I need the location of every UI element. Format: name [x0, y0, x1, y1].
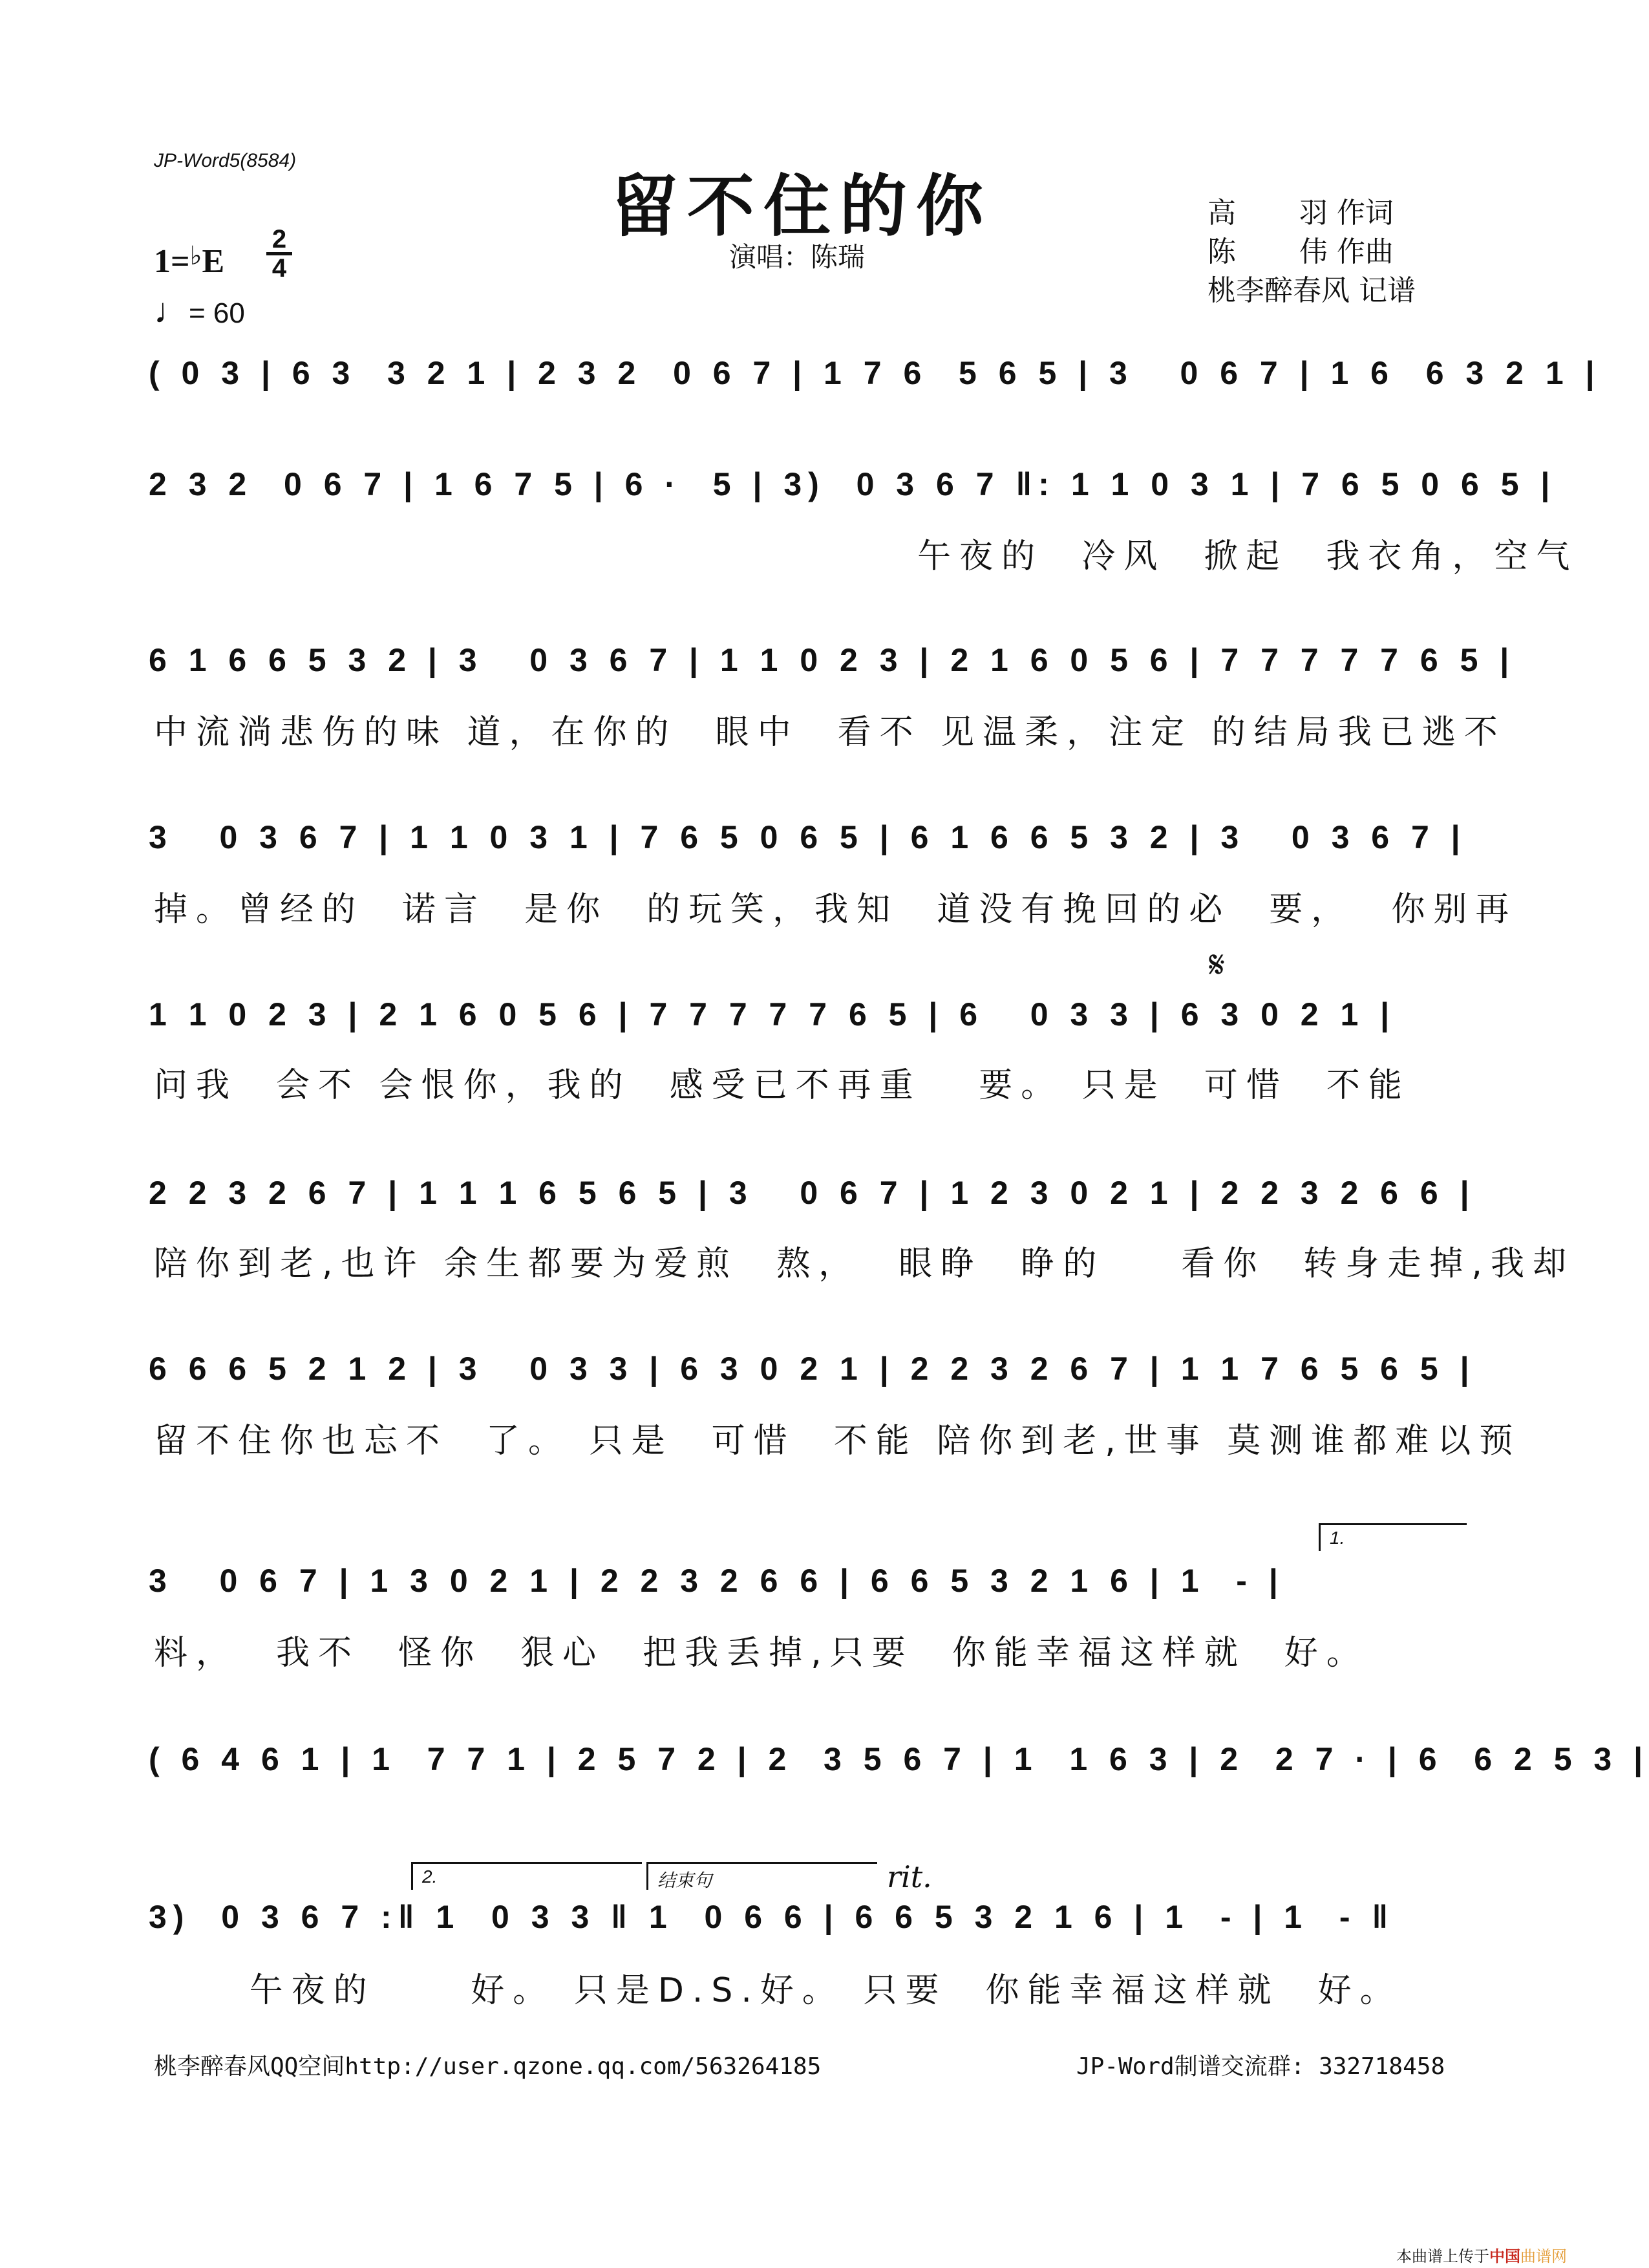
footer-group-number: JP-Word制谱交流群: 332718458 [1076, 2053, 1445, 2080]
song-title: 留不住的你 [610, 166, 992, 246]
key-note: E [202, 243, 225, 280]
ending-label: 结束句 [657, 1870, 712, 1890]
lyric-row-7: 留不住你也忘不 了。 只是 可惜 不能 陪你到老,世事 莫测谁都难以预 [154, 1422, 1522, 1460]
key-prefix: 1= [154, 243, 190, 280]
corner-text: 本曲谱上传于 [1396, 2247, 1489, 2265]
lyric-row-5: 问我 会不 会恨你，我的 感受已不再重 要。 只是 可惜 不能 [154, 1066, 1410, 1105]
flat-sign: ♭ [189, 241, 202, 270]
score-row-4: 3 0 3 6 7 | 1 1 0 3 1 | 7 6 5 0 6 5 | 6 1 6 6 5 3 2 | 3 0 3 6 7 | [149, 819, 1467, 855]
score-row-1: ( 0 3 | 6 3 3 2 1 | 2 3 2 0 6 7 | 1 7 6 5 6 5 | 3 0 6 7 | 1 6 6 3 2 1 | [149, 355, 1601, 391]
volta-2-label: 2. [422, 1867, 438, 1887]
lyric-row-8: 料， 我不 怪你 狠心 把我丢掉,只要 你能幸福这样就 好。 [154, 1634, 1368, 1673]
credits-block [1207, 194, 1416, 310]
score-row-9: ( 6 4 6 1 | 1 7 7 1 | 2 5 7 2 | 2 3 5 6 7 | 1 1 6 3 | 2 2 7 · | 6 6 2 5 3 | [149, 1741, 1649, 1777]
lyric-row-3: 中流淌悲伤的味 道，在你的 眼中 看不 见温柔，注定 的结局我已逃不 [154, 713, 1506, 752]
score-row-7: 6 6 6 5 2 1 2 | 3 0 3 3 | 6 3 0 2 1 | 2 2 3 2 6 7 | 1 1 7 6 5 6 5 | [149, 1351, 1476, 1387]
volta-bracket-1 [1319, 1523, 1467, 1551]
time-signature [266, 225, 292, 283]
score-row-10: 3) 0 3 6 7 :‖ 1 0 3 3 ‖ 1 0 6 6 | 6 6 5 3 2 1 6 | 1 - | 1 - ‖ [149, 1899, 1395, 1935]
segno-icon: 𝄋 [1209, 943, 1225, 987]
lyricist-credit: 高 羽 作词 [1207, 197, 1394, 230]
volta-bracket-2 [411, 1862, 642, 1890]
score-row-8: 3 0 6 7 | 1 3 0 2 1 | 2 2 3 2 6 6 | 6 6 5 3 2 1 6 | 1 - | [149, 1563, 1284, 1599]
score-row-3: 6 1 6 6 5 3 2 | 3 0 3 6 7 | 1 1 0 2 3 | 2 1 6 0 5 6 | 7 7 7 7 7 6 5 | [149, 642, 1516, 678]
corner-brand-2: 曲谱网 [1520, 2247, 1567, 2265]
footer-qzone-link: 桃李醉春风QQ空间http://user.qzone.qq.com/563264185 [154, 2053, 822, 2080]
corner-brand-1: 中国 [1489, 2247, 1520, 2265]
volta-1-label: 1. [1330, 1528, 1345, 1548]
time-signature-top: 2 [271, 225, 287, 253]
corner-watermark [1396, 2243, 1567, 2266]
rit-marking: rit. [887, 1859, 932, 1894]
composer-credit: 陈 伟 作曲 [1207, 235, 1394, 268]
transcriber-credit: 桃李醉春风 记谱 [1207, 274, 1416, 307]
tempo-marking [154, 291, 245, 331]
tempo-value: = 60 [189, 297, 245, 329]
time-signature-bottom: 4 [271, 254, 287, 283]
ending-bracket [646, 1862, 877, 1890]
score-row-2: 2 3 2 0 6 7 | 1 6 7 5 | 6 · 5 | 3) 0 3 6 7 ‖: 1 1 0 3 1 | 7 6 5 0 6 5 | [149, 466, 1557, 502]
lyric-row-2: 午夜的 冷风 掀起 我衣角，空气 [154, 537, 1579, 576]
key-signature [154, 241, 224, 281]
lyric-row-10: 午夜的 好。 只是D.S.好。 只要 你能幸福这样就 好。 [154, 1971, 1402, 2010]
lyric-row-6: 陪你到老,也许 余生都要为爱煎 熬， 眼睁 睁的 看你 转身走掉,我却 [154, 1245, 1575, 1283]
lyric-row-4: 掉。曾经的 诺言 是你 的玩笑，我知 道没有挽回的必 要， 你别再 [154, 890, 1518, 929]
singer-credit: 演唱：陈瑞 [729, 241, 866, 273]
software-label: JP-Word5(8584) [154, 150, 297, 171]
quarter-note-icon: ♩ [154, 292, 189, 330]
score-row-5: 1 1 0 2 3 | 2 1 6 0 5 6 | 7 7 7 7 7 6 5 | 6 0 3 3 | 6 3 0 2 1 | [149, 996, 1396, 1032]
score-row-6: 2 2 3 2 6 7 | 1 1 1 6 5 6 5 | 3 0 6 7 | 1 2 3 0 2 1 | 2 2 3 2 6 6 | [149, 1175, 1476, 1211]
